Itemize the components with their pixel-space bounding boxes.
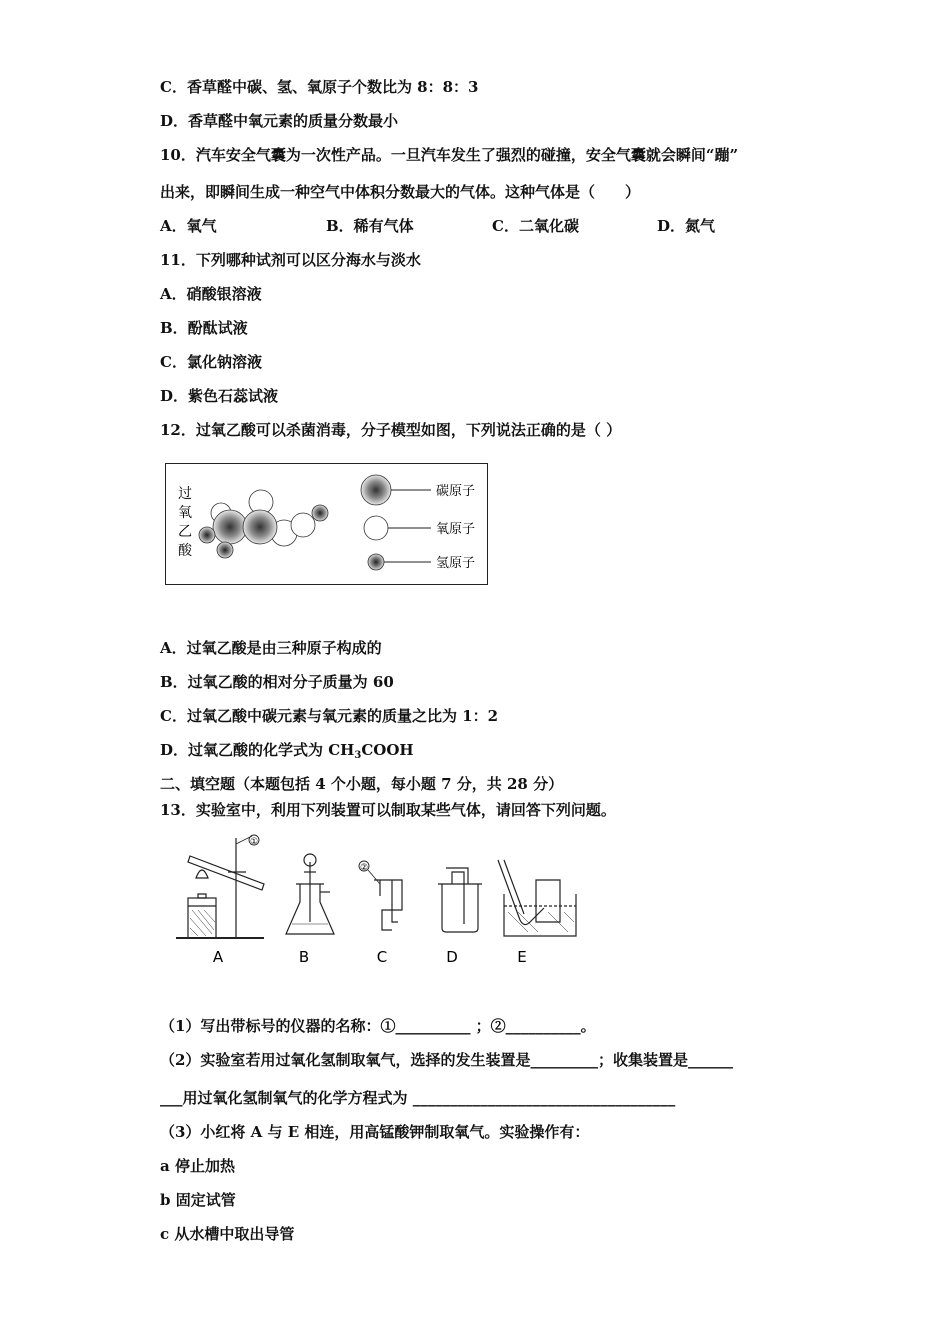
atom-carbon: [243, 510, 277, 544]
molecule-label-char-2: 氧: [178, 505, 192, 521]
legend-oxygen-label: 氧原子: [436, 522, 476, 537]
q10-option-b: B．稀有气体: [326, 217, 414, 235]
q10-option-c: C．二氧化碳: [492, 217, 579, 235]
q10-option-d: D．氮气: [657, 217, 716, 235]
molecule-model-figure: [165, 463, 488, 585]
legend-carbon-swatch: [361, 475, 391, 505]
label-c: C: [376, 948, 388, 966]
q10-stem-line1: 10．汽车安全气囊为一次性产品。一旦汽车发生了强烈的碰撞，安全气囊就会瞬间“蹦”: [160, 146, 739, 164]
q13-stem: 13．实验室中，利用下列装置可以制取某些气体，请回答下列问题。: [160, 801, 616, 819]
atom-hydrogen: [312, 505, 328, 521]
marker-1: ①: [249, 837, 259, 847]
legend-hydrogen-label: 氢原子: [436, 556, 476, 571]
atom-oxygen: [291, 513, 315, 537]
q13-part2-line1: （2）实验室若用过氧化氢制取氧气，选择的发生装置是_________；收集装置是______: [160, 1051, 733, 1069]
q11-stem: 11．下列哪种试剂可以区分海水与淡水: [160, 251, 421, 269]
q12-option-d: D．过氧乙酸的化学式为 $CH_3COOH$: [160, 741, 414, 761]
q11-option-a: A．硝酸银溶液: [160, 285, 262, 303]
apparatus-e: [498, 860, 576, 936]
q12-option-b: B．过氧乙酸的相对分子质量为 60: [160, 673, 394, 691]
apparatus-d: [438, 868, 482, 932]
q13-step-a: a 停止加热: [160, 1157, 235, 1175]
q11-option-d: D．紫色石蕊试液: [160, 387, 279, 405]
q13-part3: （3）小红将 A 与 E 相连，用高锰酸钾制取氧气。实验操作有：: [160, 1123, 590, 1141]
label-a: A: [212, 948, 224, 966]
atom-hydrogen: [199, 527, 215, 543]
apparatus-b: [286, 854, 334, 934]
q13-step-b: b 固定试管: [160, 1191, 236, 1209]
q10-stem-line2: 出来，即瞬间生成一种空气中体积分数最大的气体。这种气体是（ ）: [160, 183, 641, 201]
lab-apparatus-figure: [168, 832, 588, 970]
label-e: E: [517, 948, 527, 966]
q11-option-b: B．酚酞试液: [160, 319, 248, 337]
q11-option-c: C．氯化钠溶液: [160, 353, 262, 371]
section-2-heading: 二、填空题（本题包括 4 个小题，每小题 7 分，共 28 分）: [160, 775, 564, 793]
q13-part1: （1）写出带标号的仪器的名称：①__________ ；②__________。: [160, 1017, 596, 1035]
molecule-label-char-1: 过: [178, 486, 192, 502]
q13-part2-line2: ___用过氧化氢制氧气的化学方程式为 ___________________________________: [160, 1089, 676, 1107]
q13-step-c: c 从水槽中取出导管: [160, 1225, 295, 1243]
q12-stem: 12．过氧乙酸可以杀菌消毒，分子模型如图，下列说法正确的是（ ）: [160, 421, 622, 439]
atom-carbon: [213, 510, 247, 544]
q12-option-c: C．过氧乙酸中碳元素与氧元素的质量之比为 1：2: [160, 707, 499, 725]
legend-oxygen-swatch: [364, 516, 388, 540]
molecule-label-char-4: 酸: [178, 543, 192, 559]
apparatus-a: [176, 835, 264, 938]
label-d: D: [446, 948, 458, 966]
subscript: 3: [354, 750, 362, 761]
legend-carbon-label: 碳原子: [436, 484, 476, 499]
molecule-label-char-3: 乙: [178, 524, 192, 540]
marker-2: ②: [359, 863, 369, 873]
q10-option-a: A．氧气: [160, 217, 217, 235]
legend-hydrogen-swatch: [368, 554, 384, 570]
q9-option-c: C．香草醛中碳、氢、氧原子个数比为 8：8：3: [160, 78, 479, 96]
label-b: B: [298, 948, 310, 966]
q12-option-a: A．过氧乙酸是由三种原子构成的: [160, 639, 382, 657]
atom-hydrogen: [217, 542, 233, 558]
q9-option-d: D．香草醛中氧元素的质量分数最小: [160, 112, 399, 130]
